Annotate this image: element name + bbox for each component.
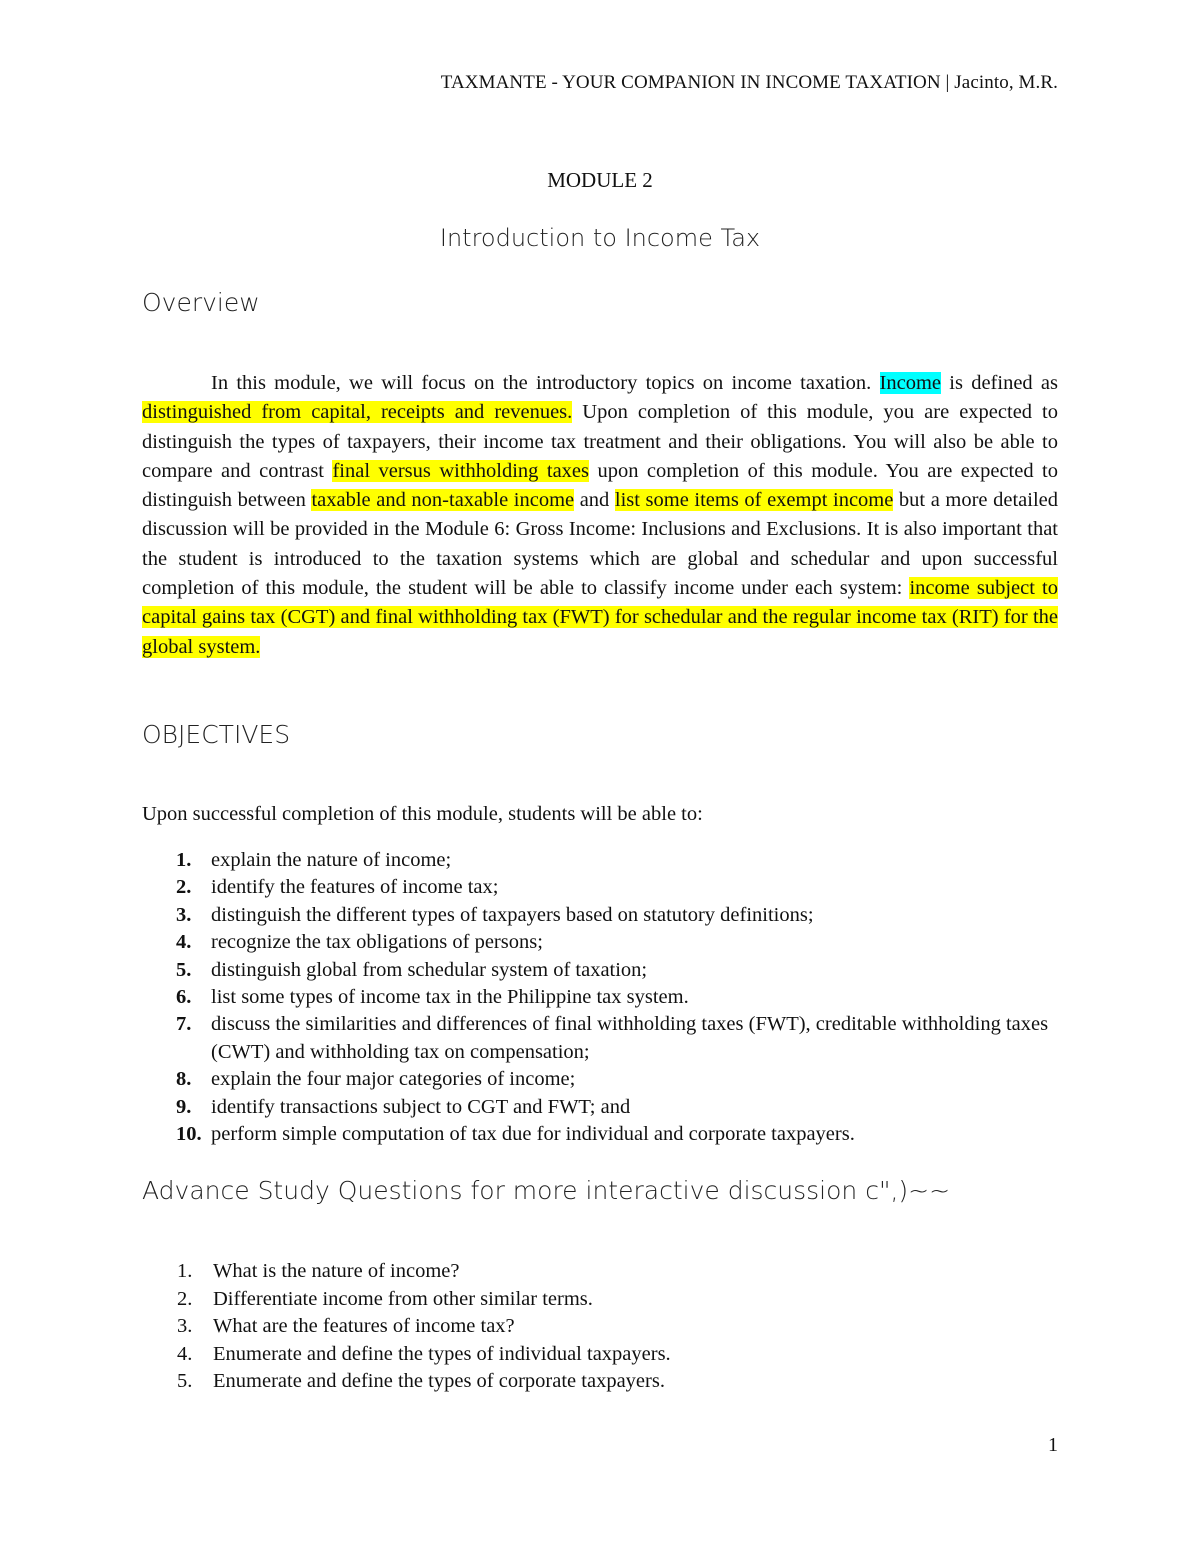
document-title: Introduction to Income Tax: [439, 224, 761, 252]
objective-text: explain the nature of income;: [211, 849, 452, 871]
question-number: 4.: [177, 1342, 193, 1365]
objective-text: distinguish the different types of taxpayers based on statutory definitions;: [211, 903, 814, 926]
objective-text: explain the four major categories of income;: [211, 1068, 576, 1091]
objective-number: 2.: [176, 876, 192, 899]
overview-heading: Overview: [142, 288, 260, 317]
page-number: 1: [1048, 1434, 1058, 1456]
question-text: What is the nature of income?: [213, 1260, 460, 1282]
objectives-heading: OBJECTIVES: [142, 720, 291, 749]
overview-text-segment: but a more detailed discussion will be provided in the Module 6: Gross Income: Inclusions and Exclusions. It is also important that the student is introduced to the taxation systems which are global and schedular and upon successful completion of this module, the student will be able to classify income under each system:: [142, 489, 1058, 600]
objective-item: [142, 1121, 1058, 1148]
objective-item: [142, 1094, 1058, 1121]
highlighted-text: list some items of exempt income: [614, 489, 894, 512]
question-item: [142, 1341, 671, 1369]
highlighted-text: taxable and non-taxable income: [311, 489, 575, 512]
objective-item: [142, 847, 1058, 874]
objective-item: [142, 929, 1058, 956]
objectives-list: [142, 847, 1058, 1148]
highlighted-text: final versus withholding taxes: [332, 459, 589, 482]
objective-item: [142, 957, 1058, 984]
question-item: [142, 1258, 671, 1286]
overview-text-segment: is defined as: [941, 372, 1058, 394]
highlighted-text: distinguished from capital, receipts and revenues.: [142, 401, 573, 424]
highlighted-text: Income: [879, 372, 942, 394]
question-number: 5.: [177, 1370, 193, 1392]
question-text: What are the features of income tax?: [213, 1315, 515, 1337]
objective-number: 8.: [176, 1068, 192, 1091]
objective-text: distinguish global from schedular system of taxation;: [211, 958, 648, 981]
objective-item: [142, 902, 1058, 929]
question-item: [142, 1286, 671, 1314]
objective-number: 4.: [176, 931, 192, 954]
overview-text-segment: In this module, we will focus on the introductory topics on income taxation.: [211, 372, 880, 394]
objective-number: 7.: [176, 1013, 192, 1036]
overview-paragraph: [142, 369, 1058, 662]
overview-text-segment: upon completion of this module. You are expected to distinguish between: [142, 459, 1059, 512]
objective-item: [142, 1011, 1058, 1066]
objective-text: recognize the tax obligations of persons;: [211, 931, 543, 954]
question-number: 2.: [177, 1287, 193, 1310]
objective-text: identify transactions subject to CGT and FWT; and: [211, 1095, 631, 1118]
objective-text: discuss the similarities and differences of final withholding taxes (FWT), creditable withholding taxes (CWT) and withholding tax on compensation;: [211, 1013, 1049, 1063]
objective-number: 10.: [176, 1123, 202, 1146]
advance-questions-heading: Advance Study Questions for more interactive discussion c",)~~: [142, 1176, 951, 1205]
question-item: [142, 1313, 671, 1341]
objective-item: [142, 984, 1058, 1011]
objective-number: 9.: [176, 1095, 192, 1118]
advance-questions-list: [142, 1258, 671, 1396]
question-text: Differentiate income from other similar terms.: [213, 1287, 593, 1310]
objectives-intro: Upon successful completion of this module, students will be able to:: [142, 803, 703, 825]
highlighted-text: income subject to capital gains tax (CGT) and final withholding tax (FWT) for schedular and the regular income tax (RIT) for the global system.: [142, 577, 1058, 658]
question-number: 1.: [177, 1260, 193, 1282]
question-item: [142, 1368, 671, 1396]
question-text: Enumerate and define the types of corporate taxpayers.: [213, 1370, 665, 1392]
objective-number: 5.: [176, 958, 192, 981]
objective-number: 3.: [176, 903, 192, 926]
module-label: MODULE 2: [547, 168, 653, 192]
objective-number: 1.: [176, 849, 192, 871]
objective-text: perform simple computation of tax due for individual and corporate taxpayers.: [211, 1123, 855, 1146]
objective-text: identify the features of income tax;: [211, 876, 499, 899]
question-number: 3.: [177, 1315, 193, 1337]
overview-text-segment: Upon completion of this module, you are expected to distinguish the types of taxpayers, their income tax treatment and their obligations. You will also be able to compare and contrast: [142, 401, 1059, 482]
objective-item: [142, 1066, 1058, 1093]
overview-text-segment: and: [574, 489, 615, 512]
objective-number: 6.: [176, 986, 192, 1009]
question-text: Enumerate and define the types of individual taxpayers.: [213, 1342, 671, 1365]
page-header: TAXMANTE - YOUR COMPANION IN INCOME TAXATION | Jacinto, M.R.: [440, 72, 1058, 93]
objective-text: list some types of income tax in the Philippine tax system.: [211, 986, 689, 1009]
objective-item: [142, 874, 1058, 901]
